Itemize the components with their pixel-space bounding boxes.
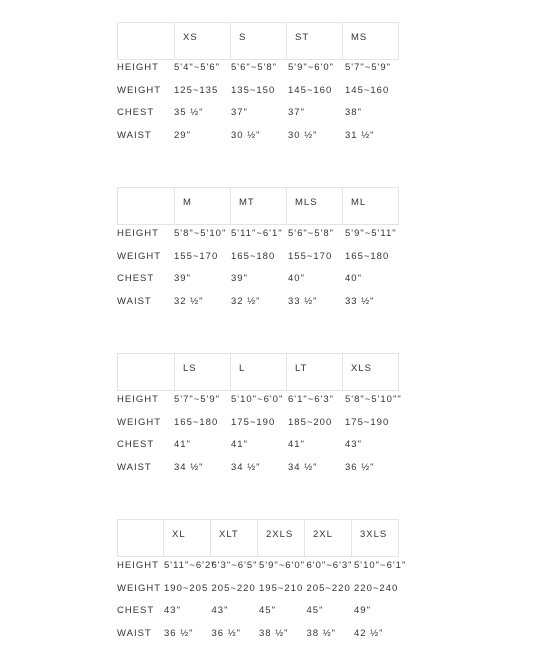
table-cell: 5'11"~6'2" — [164, 559, 216, 571]
size-header-xls: XLS — [342, 353, 399, 391]
table-cell: 5'9"~6'0" — [288, 61, 335, 73]
table-cell: 5'6"~5'8" — [288, 227, 335, 239]
weight-row — [117, 411, 417, 434]
size-table-2 — [117, 187, 417, 313]
table-cell: 35 ½" — [174, 107, 204, 119]
header-empty-cell — [117, 187, 175, 225]
row-label: WAIST — [117, 295, 152, 307]
table-cell: 39" — [174, 273, 191, 285]
chest-row — [117, 101, 417, 124]
table-cell: 185~200 — [288, 416, 333, 428]
table-cell: 190~205 — [164, 582, 209, 594]
waist-row — [117, 124, 417, 147]
table-cell: 165~180 — [345, 250, 390, 262]
header-empty-cell — [117, 519, 164, 557]
table-cell: 175~190 — [345, 416, 390, 428]
table-cell: 43" — [211, 605, 229, 617]
table-cell: 165~180 — [231, 250, 276, 262]
chest-row — [117, 433, 417, 456]
table-cell: 36 ½" — [211, 627, 242, 639]
table-cell: 5'7"~5'9" — [345, 61, 392, 73]
table-cell: 155~170 — [174, 250, 219, 262]
table-cell: 38 ½" — [306, 627, 337, 639]
size-header-xlt: XLT — [210, 519, 258, 557]
table-cell: 41" — [288, 439, 305, 451]
size-header-mt: MT — [230, 187, 287, 225]
table-cell: 30 ½" — [288, 129, 318, 141]
size-header-xl: XL — [163, 519, 211, 557]
header-empty-cell — [117, 22, 175, 60]
table-cell: 45" — [259, 605, 276, 617]
table-cell: 38 ½" — [259, 627, 289, 639]
header-empty-cell — [117, 353, 175, 391]
size-header-2xls: 2XLS — [257, 519, 305, 557]
size-header-3xls: 3XLS — [351, 519, 399, 557]
row-label: CHEST — [117, 439, 155, 451]
table-cell: 34 ½" — [231, 461, 261, 473]
table-cell: 175~190 — [231, 416, 276, 428]
table-cell: 195~210 — [259, 582, 304, 594]
table-cell: 33 ½" — [345, 295, 375, 307]
table-cell: 34 ½" — [174, 461, 204, 473]
row-label: WAIST — [117, 627, 152, 639]
size-header-ms: MS — [342, 22, 399, 60]
height-row — [117, 388, 417, 411]
table-cell: 39" — [231, 273, 248, 285]
table-cell: 205~220 — [211, 582, 256, 594]
table-cell: 205~220 — [306, 582, 351, 594]
table-cell: 43" — [345, 439, 362, 451]
table-cell: 5'10"~6'1" — [354, 559, 407, 571]
weight-row — [117, 577, 417, 600]
table-cell: 5'8"~5'10"" — [345, 393, 402, 405]
row-label: WEIGHT — [117, 250, 161, 262]
row-label: CHEST — [117, 605, 155, 617]
row-label: WEIGHT — [117, 416, 161, 428]
row-label: HEIGHT — [117, 393, 159, 405]
table-cell: 5'11"~6'1" — [231, 227, 283, 239]
size-header-s: S — [230, 22, 287, 60]
table-cell: 40" — [288, 273, 305, 285]
table-cell: 145~160 — [288, 84, 333, 96]
table-cell: 32 ½" — [174, 295, 204, 307]
size-header-xs: XS — [174, 22, 231, 60]
table-cell: 5'4"~5'6" — [174, 61, 221, 73]
table-cell: 37" — [288, 107, 305, 119]
weight-row — [117, 245, 417, 268]
size-header-row — [117, 187, 417, 225]
waist-row — [117, 456, 417, 479]
size-header-ml: ML — [342, 187, 399, 225]
table-cell: 5'9"~5'11" — [345, 227, 397, 239]
table-cell: 41" — [174, 439, 191, 451]
row-label: HEIGHT — [117, 61, 159, 73]
table-cell: 145~160 — [345, 84, 390, 96]
table-cell: 32 ½" — [231, 295, 261, 307]
table-cell: 5'6"~5'8" — [231, 61, 278, 73]
height-row — [117, 222, 417, 245]
size-table-1 — [117, 22, 417, 147]
table-cell: 30 ½" — [231, 129, 261, 141]
size-header-st: ST — [286, 22, 343, 60]
row-label: WEIGHT — [117, 582, 161, 594]
table-cell: 6'1"~6'3" — [288, 393, 335, 405]
size-table-4 — [117, 519, 417, 645]
table-cell: 155~170 — [288, 250, 333, 262]
row-label: WAIST — [117, 129, 152, 141]
table-cell: 31 ½" — [345, 129, 375, 141]
table-cell: 40" — [345, 273, 362, 285]
table-cell: 5'8"~5'10" — [174, 227, 227, 239]
row-label: CHEST — [117, 107, 155, 119]
row-label: HEIGHT — [117, 559, 159, 571]
table-cell: 6'0"~6'3" — [306, 559, 353, 571]
size-table-3 — [117, 353, 417, 479]
table-cell: 33 ½" — [288, 295, 318, 307]
table-cell: 36 ½" — [345, 461, 375, 473]
row-label: WEIGHT — [117, 84, 161, 96]
row-label: HEIGHT — [117, 227, 159, 239]
table-cell: 45" — [306, 605, 324, 617]
table-cell: 38" — [345, 107, 362, 119]
table-cell: 165~180 — [174, 416, 219, 428]
weight-row — [117, 79, 417, 102]
row-label: CHEST — [117, 273, 155, 285]
size-header-l: L — [230, 353, 287, 391]
table-cell: 37" — [231, 107, 248, 119]
table-cell: 135~150 — [231, 84, 276, 96]
height-row — [117, 554, 417, 577]
chest-row — [117, 267, 417, 290]
table-cell: 34 ½" — [288, 461, 318, 473]
size-header-row — [117, 353, 417, 391]
table-cell: 36 ½" — [164, 627, 194, 639]
row-label: WAIST — [117, 461, 152, 473]
table-cell: 5'10"~6'0" — [231, 393, 284, 405]
waist-row — [117, 290, 417, 313]
size-header-2xl: 2XL — [304, 519, 352, 557]
table-cell: 43" — [164, 605, 181, 617]
waist-row — [117, 622, 417, 645]
size-header-m: M — [174, 187, 231, 225]
size-header-ls: LS — [174, 353, 231, 391]
table-cell: 49" — [354, 605, 371, 617]
table-cell: 125~135 — [174, 84, 219, 96]
table-cell: 5'9"~6'0" — [259, 559, 306, 571]
table-cell: 42 ½" — [354, 627, 384, 639]
size-header-mls: MLS — [286, 187, 343, 225]
size-header-row — [117, 22, 417, 60]
table-cell: 5'7"~5'9" — [174, 393, 221, 405]
table-cell: 41" — [231, 439, 248, 451]
size-header-row — [117, 519, 417, 557]
chest-row — [117, 599, 417, 622]
table-cell: 6'3"~6'5" — [211, 559, 258, 571]
size-header-lt: LT — [286, 353, 343, 391]
table-cell: 220~240 — [354, 582, 399, 594]
table-cell: 29" — [174, 129, 191, 141]
